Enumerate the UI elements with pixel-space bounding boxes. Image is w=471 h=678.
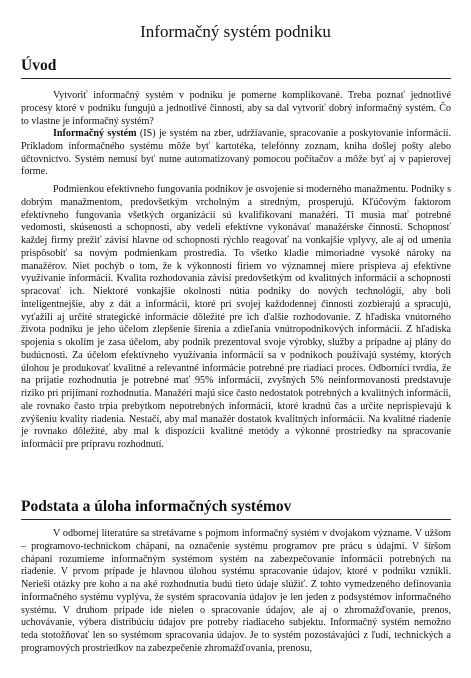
section-divider bbox=[21, 519, 451, 520]
definition-term: Informačný systém bbox=[53, 128, 137, 139]
paragraph-intro: Vytvoriť informačný systém v podniku je pomerne komplikované. Treba poznať jednotlivé procesy ktoré v podniku fungujú a jednotlivé činnosti, aby sa dal vytvoriť dobrý informačný systém. Čo to vlastne je informačný systém? bbox=[21, 90, 451, 127]
paragraph-definition bbox=[21, 128, 451, 179]
section-heading-podstata: Podstata a úloha informačných systémov bbox=[21, 498, 292, 515]
paragraph-podstata: V odbornej literatúre sa stretávame s pojmom informačný systém v dvojakom význame. V užšom – programovo-technickom chápaní, na označenie systému programov pre prácu s údajmi. V širšom chápaní rozumieme informačným systémom systém na zabezpečovanie informácií potrebných na riadenie. V prvom prípade je hlavnou úlohou systému spracovanie údajov, ktoré v podniku vznikli. Nerieši otázky pre koho a na aké rozhodnutia budú tieto údaje slúžiť. Z tohto vymedzeného definovania informačného systému vyplýva, že systém spracovania údajov je len jeden z podsystémov informačného systému. V druhom prípade ide nielen o spracovanie údajov, ale aj o zhromažďovanie, prenos, uchovávanie, výbera distribúciu údajov pre potreby riadiaceho subjektu. Informačný systém nemožno teda stotožňovať len so systémom spracovania údajov. Je to systém pozostávajúci z ľudí, technických a programových prostriedkov na zabezpečenie zhromažďovania, prenosu, bbox=[21, 528, 451, 654]
paragraph-management: Podmienkou efektívneho fungovania podnikov je osvojenie si moderného manažmentu. Podniky s dobrým manažmentom, predovšetkým vrcholným a stredným, prosperujú. Kľúčovým faktorom efektívneho fungovania všetkých organizácií sú kvalifikovaní manažéri. Ti musia mať potrebné vedomosti, skúsenosti a schopnosti, aby vedeli efektívne vykonávať manažérske činnosti. Schopnosť každej firmy prežiť závisí hlavne od schopnosti rýchlo reagovať na vonkajšie vplyvy, ale aj od umenia prispôsobiť sa novým podmienkam prostredia. To všetko kladie mimoriadne vysoké nároky na manažérov. Niet pochýb o tom, že k výkonnosti firiem vo významnej miere prispieva aj efektívne využívanie informácií. Kvalita rozhodovania závisí predovšetkým od kvalitných informácií a schopnosti spracovať ich. Niektoré vonkajšie okolnosti nútia podniky do nových technológií, aby boli inteligentnejšie, aby z dát a informácií, ktoré pri svojej každodennej činnosti zozbierajú a spracujú, vyťažili aj určité strategické informácie dôležité pre ich ďalšie rozhodovanie. Z hľadiska vnútorného života podniku je jeho účelom zlepšenie šírenia a zdieľania vnútropodnikových informácií. Z hľadiska spojenia s okolím je zasa účelom, aby podnik prezentoval svoje výrobky, služby a prípadne aj plány do budúcnosti. Za účelom efektívneho využívania informácií sa v podnikoch používajú systémy, ktorých úlohou je produkovať kvalitné a relevantné informácie potrebné pre riadiaci proces. Odborníci tvrdia, že na prijatie rozhodnutia je potrebné mať 95% informácií, zvyšných 5% neinformovanosti predstavuje riziko pri prijímaní rozhodnutia. Manažéri majú sice často nedostatok potrebných a kvalitných informácií, ale rovnako často trpia prebytkom nepotrebných informácií, ktoré kradnú čas a určite neprispievajú k zvýšeniu kvality riadenia. Nestačí, aby mal manažér dostatok kvalitných informácií. Na kvalitné riadenie je rovnako dôležité, aby mal k dispozícii kvalitné metódy a výkonné prostriedky na spracovanie informácií pre prípravu rozhodnutí. bbox=[21, 184, 451, 450]
document-title: Informačný systém podniku bbox=[140, 22, 331, 41]
section-divider bbox=[21, 78, 451, 79]
section-heading-uvod: Úvod bbox=[21, 57, 57, 74]
definition-text: (IS) je systém na zber, udržiavanie, spracovanie a poskytovanie informácií. Príkladom informačného systému môže byť kartotéka, telefónny zoznam, kniha došlej pošty alebo účtovníctvo. Systém nemusí byť nutne automatizovaný pomocou počítačov a môže byť aj v papierovej forme. bbox=[21, 128, 451, 178]
